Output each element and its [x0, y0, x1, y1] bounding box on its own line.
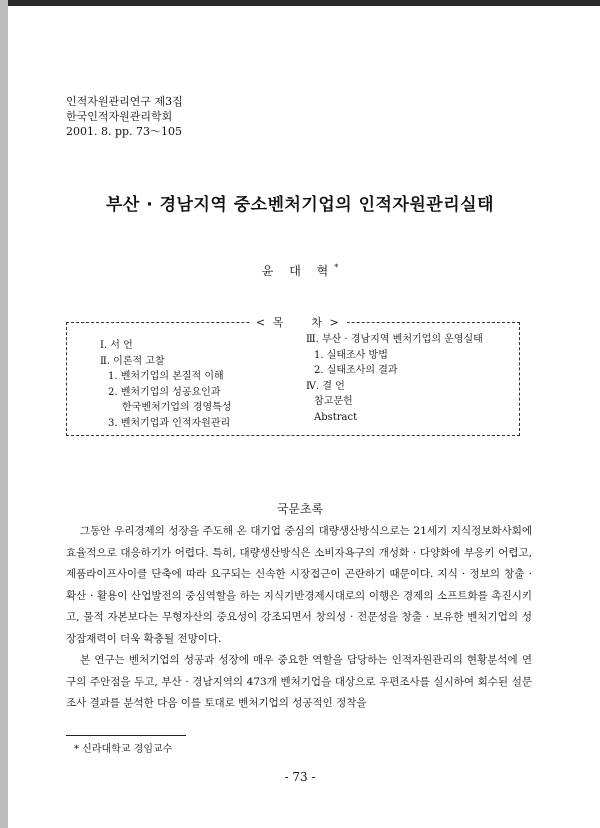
toc-item: Ⅱ. 이론적 고찰: [100, 355, 165, 367]
author-footnote-mark: *: [334, 263, 339, 272]
journal-issue: 2001. 8. pp. 73～105: [66, 125, 183, 138]
toc-item: 한국벤처기업의 경영특성: [122, 402, 232, 413]
toc-heading: < 목 차 >: [250, 314, 347, 330]
abstract-paragraph-2: 본 연구는 벤처기업의 성공과 성장에 매우 중요한 역할을 담당하는 인적자원관리의 현황분석에 연구의 주안점을 두고, 부산 · 경남지역의 473개 벤처기업을 대상으로 우편조사를 실시하여 회수된 설문조사 결과를 분석한 다음 이를 토대로 벤처기업의 성공적인 정착을: [66, 654, 532, 709]
toc-item: 3. 벤처기업과 인적자원관리: [108, 417, 231, 429]
toc-item: Ⅲ. 부산 · 경남지역 벤처기업의 운영실태: [306, 334, 483, 345]
abstract-paragraph-1: 그동안 우리경제의 성장을 주도해 온 대기업 중심의 대량생산방식으로는 21세기 지식정보화사회에 효율적으로 대응하기가 어렵다. 특히, 대량생산방식은 소비자욕구의 개성화 · 다양화에 부응키 어렵고, 제품라이프사이클 단축에 따라 요구되는 신속한 시장접근이 곤란하기 때문이다. 지식 · 정보의 창출 · 확산 · 활용이 산업발전의 중심역할을 하는 지식기반경제시대로의 이행은 경제의 소프트화를 촉진시키고, 물적 자본보다는 무형자산의 중요성이 강조되면서 창의성 · 전문성을 창출 · 보유한 벤처기업의 성장잠재력이 더욱 확충될 전망이다.: [66, 525, 532, 645]
journal-name: 인적자원관리연구 제3집: [66, 95, 183, 108]
toc-item: 1. 벤처기업의 본질적 이해: [108, 371, 224, 382]
author-name: 윤 대 혁: [261, 264, 335, 278]
toc-item: 2. 실태조사의 결과: [314, 365, 398, 376]
toc-item: Ⅳ. 결 언: [306, 380, 345, 392]
toc-right-column: [306, 332, 483, 425]
paper-title: 부산 · 경남지역 중소벤처기업의 인적자원관리실태: [106, 195, 494, 215]
author: [0, 262, 600, 279]
toc-item: 1. 실태조사 방법: [314, 349, 388, 361]
toc-item: Abstract: [314, 411, 358, 423]
toc-item: 참고문헌: [314, 396, 353, 407]
toc-item: Ⅰ. 서 언: [100, 340, 133, 351]
abstract-title: 국문초록: [276, 502, 324, 516]
toc-left-column: [100, 338, 231, 431]
footnote: * 신라대학교 경임교수: [74, 744, 173, 755]
journal-society: 한국인적자원관리학회: [66, 110, 173, 123]
footnote-rule: [66, 735, 186, 736]
journal-info: [66, 94, 183, 139]
page-number: - 73 -: [284, 770, 316, 784]
scan-edge-left: [0, 0, 8, 828]
toc-item: 2. 벤처기업의 성공요인과: [108, 386, 221, 398]
scan-edge-top: [0, 0, 600, 6]
abstract-body: [66, 521, 532, 715]
